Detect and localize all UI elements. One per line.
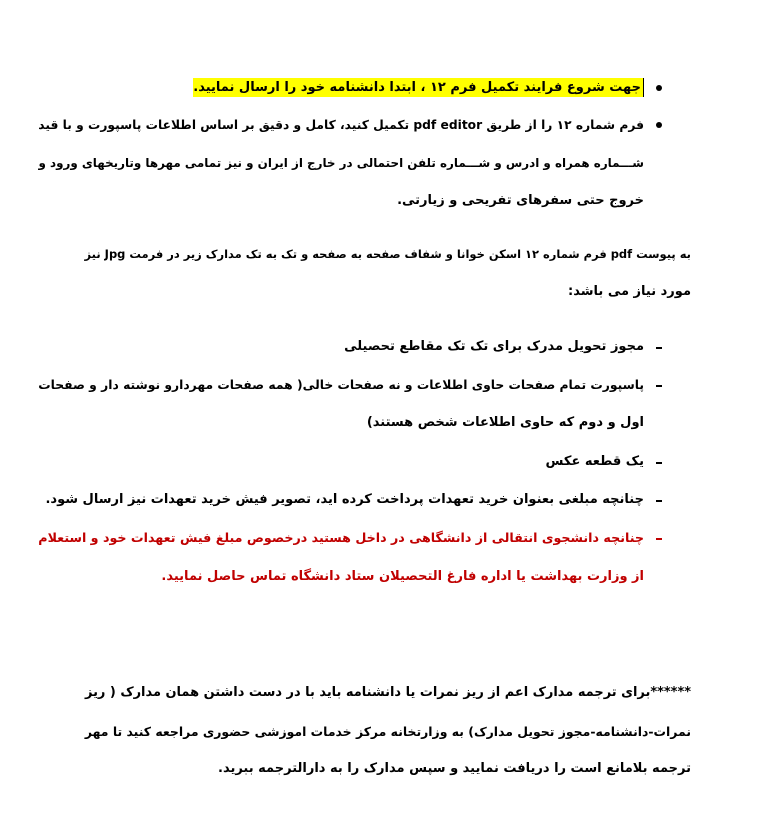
paragraph-line: به پیوست pdf فرم شماره ۱۲ اسکن خوانا و شفاف صفحه به صفحه و تک به تک مدارک زیر در فرمت Jpg نیز [84, 247, 691, 261]
dash-icon [656, 347, 662, 349]
bullet-item-line: شـــماره همراه و ادرس و شـــماره تلفن احتمالی در خارج از ایران و نیز تمامی مهرها وتاریخهای ورود و [38, 156, 644, 170]
dash-item: پاسپورت تمام صفحات حاوی اطلاعات و نه صفحات خالی( همه صفحات مهردارو نوشته دار و صفحات [38, 378, 644, 392]
dash-icon [656, 385, 662, 387]
note-line: ترجمه بلامانع است را دریافت نمایید و سپس مدارک را به دارالترجمه ببرید. [218, 761, 691, 776]
dash-item-red: از وزارت بهداشت یا اداره فارغ التحصیلان ستاد دانشگاه تماس حاصل نمایید. [161, 569, 644, 584]
dash-item: اول و دوم که حاوی اطلاعات شخص هستند) [366, 415, 644, 430]
bullet-icon [656, 122, 662, 128]
bullet-item-highlighted [193, 78, 644, 98]
dash-icon [656, 462, 662, 464]
dash-item: مجوز تحویل مدرک برای تک تک مقاطع تحصیلی [344, 339, 644, 354]
dash-icon [656, 500, 662, 502]
dash-item: یک قطعه عکس [545, 454, 644, 469]
bullet-icon [656, 85, 662, 91]
paragraph-line: مورد نیاز می باشد: [568, 284, 691, 299]
dash-item: چنانچه مبلغی بعنوان خرید تعهدات پرداخت کرده اید، تصویر فیش خرید تعهدات نیز ارسال شود. [45, 492, 644, 507]
dash-item-red: چنانچه دانشجوی انتقالی از دانشگاهی در داخل هستید درخصوص مبلغ فیش تعهدات خود و استعلام [38, 530, 644, 545]
note-line: نمرات-دانشنامه-مجوز تحویل مدارک) به وزارتخانه مرکز خدمات اموزشی حضوری مراجعه کنید تا مهر [84, 724, 691, 739]
bullet-item-line: خروج حتی سفرهای تفریحی و زیارتی. [397, 193, 644, 208]
highlighted-text: جهت شروع فرایند تکمیل فرم ۱۲ ، ابتدا دانشنامه خود را ارسال نمایید. [193, 78, 644, 97]
note-line: ******برای ترجمه مدارک اعم از ریز نمرات یا دانشنامه باید با در دست داشتن همان مدارک ( ریز [85, 685, 691, 700]
dash-icon [656, 538, 662, 540]
bullet-item-line: فرم شماره ۱۲ را از طریق pdf editor تکمیل کنید، کامل و دقیق بر اساس اطلاعات پاسپورت و با قید [38, 118, 644, 132]
